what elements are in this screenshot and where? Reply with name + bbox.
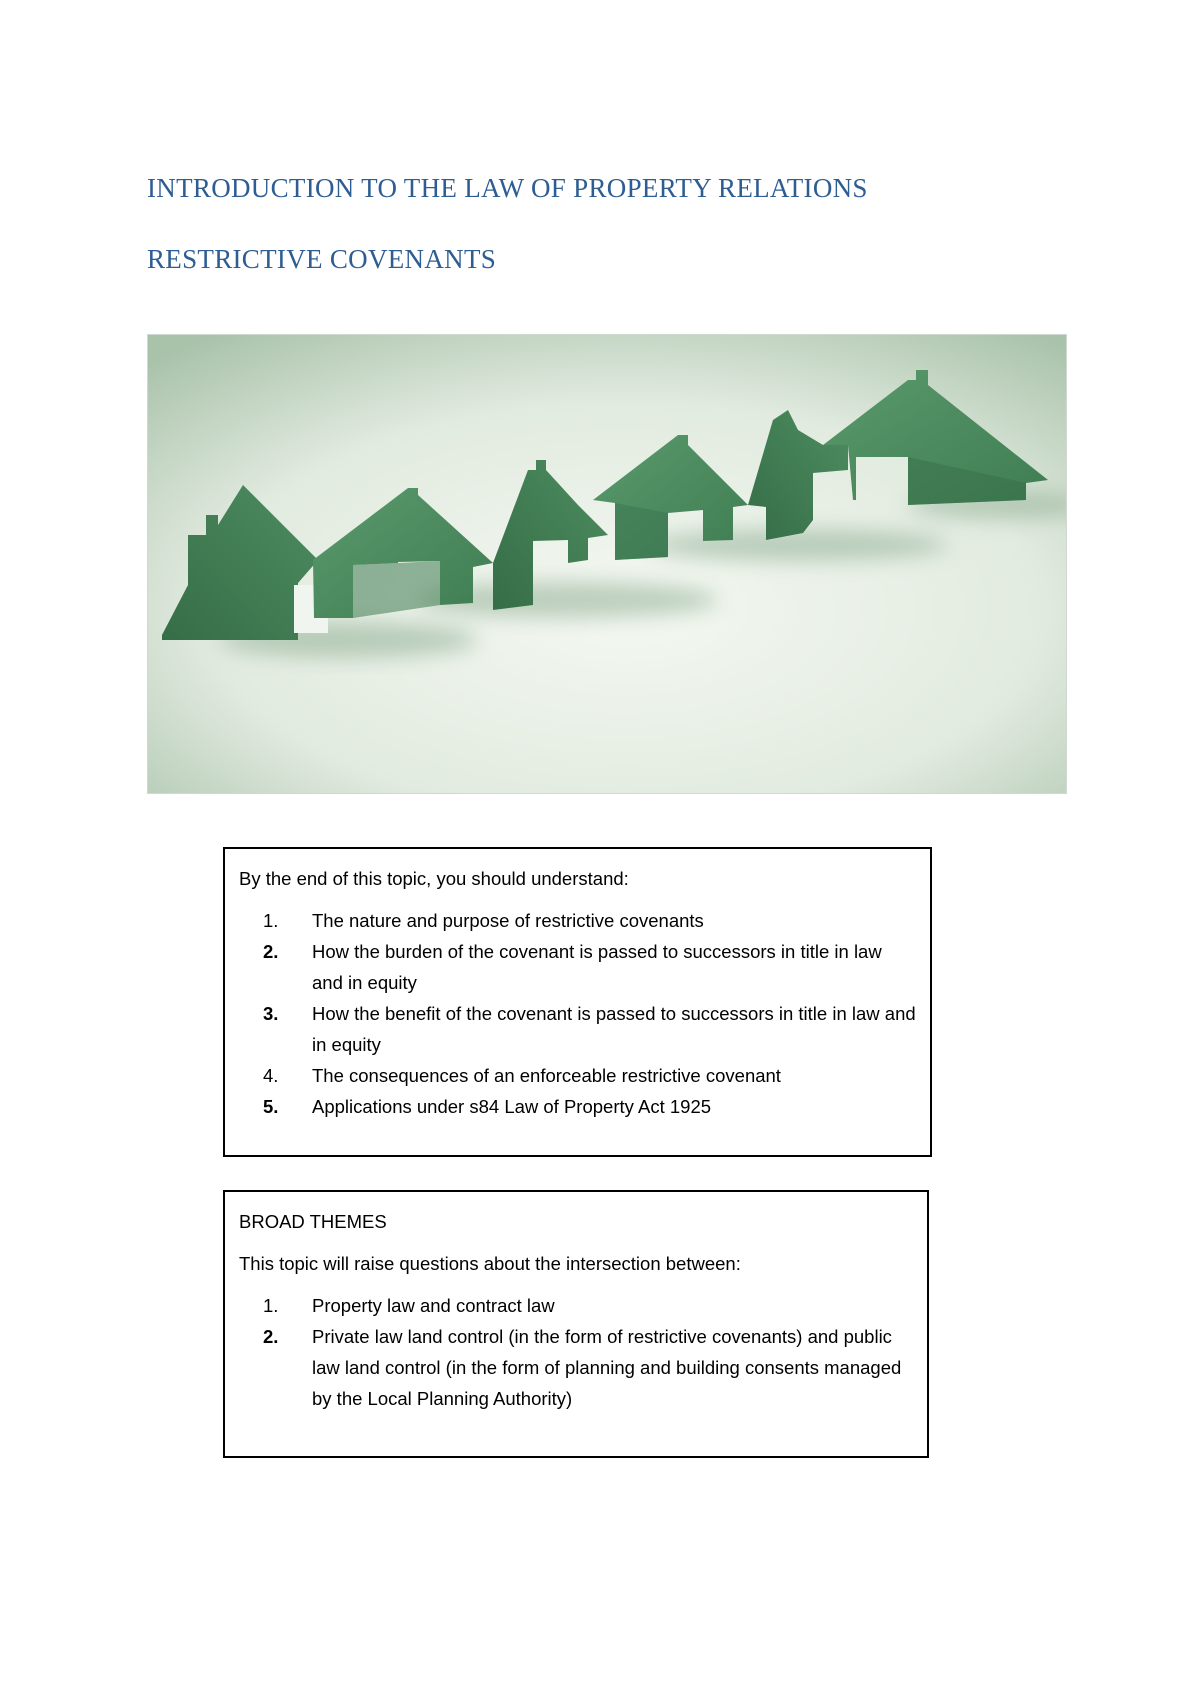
- themes-intro: This topic will raise questions about the intersection between:: [239, 1253, 741, 1274]
- list-item: [239, 1091, 916, 1122]
- paper-houses-chain-image: [147, 334, 1067, 794]
- list-item-text: How the burden of the covenant is passed to successors in title in law and in equity: [312, 941, 882, 993]
- list-item-text: Property law and contract law: [312, 1295, 555, 1316]
- list-item: [239, 998, 916, 1060]
- list-item: [239, 936, 916, 998]
- list-number: 2.: [263, 1326, 279, 1347]
- list-item-text: The nature and purpose of restrictive covenants: [312, 910, 704, 931]
- broad-themes-box: [223, 1190, 929, 1458]
- list-number: 2.: [263, 941, 279, 962]
- themes-heading: BROAD THEMES: [239, 1211, 387, 1232]
- list-number: 5.: [263, 1096, 279, 1117]
- paper-houses-illustration: [148, 335, 1066, 793]
- list-item-text: How the benefit of the covenant is passed to successors in title in law and in equity: [312, 1003, 916, 1055]
- list-item: [239, 1290, 913, 1321]
- list-item-text: Applications under s84 Law of Property Act 1925: [312, 1096, 712, 1117]
- list-number: 4.: [263, 1065, 279, 1086]
- list-item: [239, 905, 916, 936]
- objectives-list: [239, 905, 916, 1122]
- list-item-text: The consequences of an enforceable restrictive covenant: [312, 1065, 781, 1086]
- learning-objectives-box: [223, 847, 932, 1157]
- themes-list: [239, 1290, 913, 1414]
- list-number: 1.: [263, 910, 279, 931]
- list-item: [239, 1060, 916, 1091]
- list-number: 3.: [263, 1003, 279, 1024]
- section-title: RESTRICTIVE COVENANTS: [147, 244, 497, 274]
- list-item-text: Private law land control (in the form of restrictive covenants) and public law land control (in the form of planning and building consents managed by the Local Planning Authority): [312, 1326, 902, 1409]
- page-title: INTRODUCTION TO THE LAW OF PROPERTY RELATIONS: [147, 173, 868, 203]
- list-item: [239, 1321, 913, 1414]
- list-number: 1.: [263, 1295, 279, 1316]
- objectives-intro: By the end of this topic, you should understand:: [239, 868, 629, 889]
